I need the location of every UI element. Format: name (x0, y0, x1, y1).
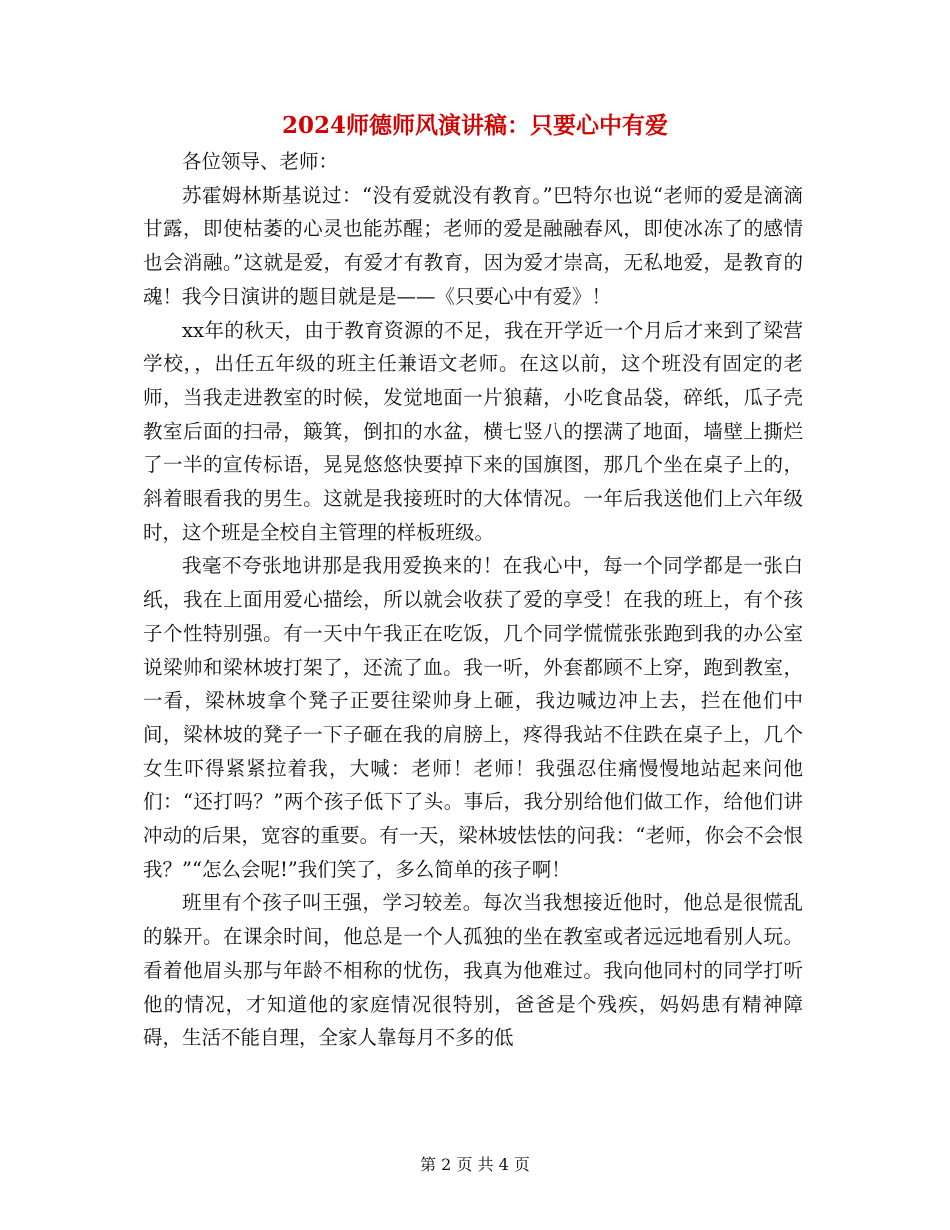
paragraph-1: 苏霍姆林斯基说过：“没有爱就没有教育。”巴特尔也说“老师的爱是滴滴甘露，即使枯萎的心灵也能苏醒；老师的爱是融融春风，即使冰冻了的感情也会消融。”这就是爱，有爱才有教育，因为爱才崇高，无私地爱，是教育的魂！我今日演讲的题目就是是——《只要心中有爱》！ (143, 183, 803, 308)
document-title: 2024师德师风演讲稿：只要心中有爱 (281, 112, 668, 139)
paragraph-2: xx年的秋天，由于教育资源的不足，我在开学近一个月后才来到了梁营学校，，出任五年级的班主任兼语文老师。在这以前，这个班没有固定的老师，当我走进教室的时候，发觉地面一片狼藉，小吃食品袋，碎纸，瓜子壳教室后面的扫帚，簸箕，倒扣的水盆，横七竖八的摆满了地面，墙壁上撕烂了一半的宣传标语，晃晃悠悠快要掉下来的国旗图，那几个坐在桌子上的，斜着眼看我的男生。这就是我接班时的大体情况。一年后我送他们上六年级时，这个班是全校自主管理的样板班级。 (143, 318, 803, 544)
paragraph-3: 我毫不夸张地讲那是我用爱换来的！在我心中，每一个同学都是一张白纸，我在上面用爱心描绘，所以就会收获了爱的享受！在我的班上，有个孩子个性特别强。有一天中午我正在吃饭，几个同学慌慌张张跑到我的办公室说梁帅和梁林坡打架了，还流了血。我一听，外套都顾不上穿，跑到教室，一看，梁林坡拿个凳子正要往梁帅身上砸，我边喊边冲上去，拦在他们中间，梁林坡的凳子一下子砸在我的肩膀上，疼得我站不住跌在桌子上，几个女生吓得紧紧拉着我，大喊：老师！老师！我强忍住痛慢慢地站起来问他们：“还打吗？”两个孩子低下了头。事后，我分别给他们做工作，给他们讲冲动的后果，宽容的重要。有一天，梁林坡怯怯的问我：“老师，你会不会恨我？”“怎么会呢!”我们笑了，多么简单的孩子啊！ (143, 554, 803, 881)
paragraph-4: 班里有个孩子叫王强，学习较差。每次当我想接近他时，他总是很慌乱的躲开。在课余时间，他总是一个人孤独的坐在教室或者远远地看别人玩。看着他眉头那与年龄不相称的忧伤，我真为他难过。我向他同村的同学打听他的情况，才知道他的家庭情况很特别，爸爸是个残疾，妈妈患有精神障碍，生活不能自理，全家人靠每月不多的低 (143, 891, 803, 1050)
page-number-footer: 第 2 页 共 4 页 (420, 1155, 530, 1174)
greeting-line: 各位领导、老师： (182, 150, 339, 173)
document-body (143, 145, 803, 1055)
